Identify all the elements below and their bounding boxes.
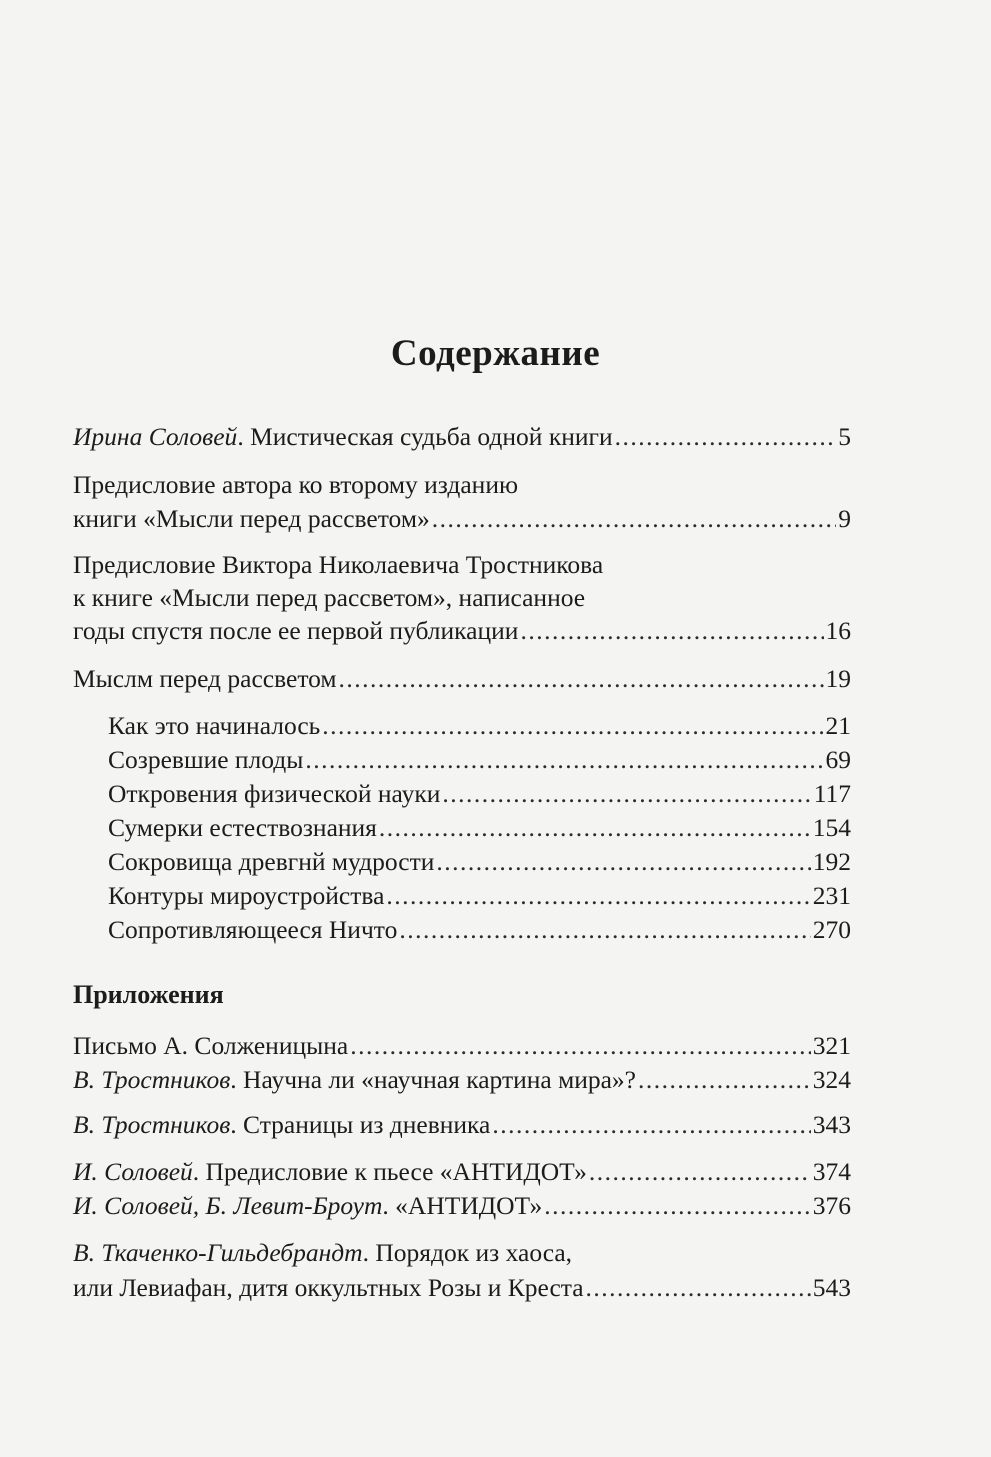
toc-entry-text xyxy=(73,420,613,454)
toc-chapter[interactable] xyxy=(108,913,851,947)
toc-entry-text xyxy=(73,1063,636,1097)
toc-page-number: 324 xyxy=(812,1065,851,1094)
dot-leader xyxy=(638,1063,811,1097)
toc-entry-author: В. Тростников xyxy=(73,1110,231,1139)
dot-leader xyxy=(432,502,837,536)
toc-chapter-title: Контуры мироустройства xyxy=(108,881,385,910)
dot-leader xyxy=(305,743,823,777)
toc-entry-author: В. Ткаченко-Гильдебрандт xyxy=(73,1238,363,1267)
dot-leader xyxy=(322,709,823,743)
dot-leader xyxy=(520,614,823,648)
toc-chapter-title: Сокровища древгнй мудрости xyxy=(108,847,435,876)
toc-page-number: 321 xyxy=(812,1031,851,1060)
toc-appendix-entry[interactable] xyxy=(73,1189,851,1223)
toc-entry-author: Ирина Соловей xyxy=(73,422,238,451)
toc-page-number: 376 xyxy=(812,1191,851,1220)
toc-chapter[interactable] xyxy=(108,845,851,879)
toc-page-number: 21 xyxy=(825,711,851,740)
dot-leader xyxy=(436,845,810,879)
toc-chapter-title: Как это начиналось xyxy=(108,711,321,740)
toc-page-number: 9 xyxy=(838,504,851,533)
toc-entry-line: Предисловие Виктора Николаевича Тростникова xyxy=(73,550,604,579)
dot-leader xyxy=(399,913,810,947)
toc-chapter-title: Сумерки естествознания xyxy=(108,813,377,842)
toc-entry-title: Мыслм перед рассветом xyxy=(73,664,337,693)
dot-leader xyxy=(586,1271,811,1305)
toc-entry-title: книги «Мысли перед рассветом» xyxy=(73,504,430,533)
toc-entry-text xyxy=(73,1155,587,1189)
toc-page-number: 543 xyxy=(812,1273,851,1302)
toc-entry-title: . Мистическая судьба одной книги xyxy=(237,422,613,451)
toc-appendix-entry[interactable] xyxy=(73,1029,851,1063)
toc-page-number: 192 xyxy=(812,847,851,876)
toc-entry-main-book[interactable] xyxy=(73,662,851,696)
toc-page-number: 16 xyxy=(825,616,851,645)
dot-leader xyxy=(544,1189,811,1223)
dot-leader xyxy=(339,662,824,696)
dot-leader xyxy=(350,1029,811,1063)
toc-page-number: 5 xyxy=(838,422,851,451)
toc-chapter-title: Созревшие плоды xyxy=(108,745,304,774)
toc-chapter[interactable] xyxy=(108,811,851,845)
toc-chapter-title: Откровения физической науки xyxy=(108,779,441,808)
toc-chapter[interactable] xyxy=(108,709,851,743)
toc-chapter[interactable] xyxy=(108,879,851,913)
toc-entry-foreword-solovey[interactable] xyxy=(73,420,851,454)
toc-page-number: 69 xyxy=(825,745,851,774)
toc-entry-title: . Страницы из дневника xyxy=(230,1110,491,1139)
toc-page-number: 231 xyxy=(812,881,851,910)
dot-leader xyxy=(386,879,810,913)
toc-entry-line xyxy=(73,1236,851,1270)
toc-entry-title: годы спустя после ее первой публикации xyxy=(73,616,519,645)
toc-appendix-entry[interactable] xyxy=(73,1108,851,1142)
toc-entry-author: В. Тростников xyxy=(73,1065,231,1094)
toc-appendix-entry[interactable] xyxy=(73,1063,851,1097)
toc-entry-title: . Предисловие к пьесе «АНТИДОТ» xyxy=(192,1157,587,1186)
toc-entry-title: или Левиафан, дитя оккультных Розы и Креста xyxy=(73,1273,584,1302)
toc-entry-line: к книге «Мысли перед рассветом», написанное xyxy=(73,583,586,612)
dot-leader xyxy=(492,1108,810,1142)
toc-entry-author-preface-second-edition[interactable] xyxy=(73,502,851,536)
page-title: Содержание xyxy=(390,333,601,374)
dot-leader xyxy=(615,420,837,454)
toc-entry-text xyxy=(73,1189,542,1223)
dot-leader xyxy=(589,1155,811,1189)
appendix-heading: Приложения xyxy=(73,980,224,1009)
toc-entry-title: . «АНТИДОТ» xyxy=(382,1191,543,1220)
toc-entry-text xyxy=(73,1108,490,1142)
toc-chapter[interactable] xyxy=(108,777,851,811)
toc-page-number: 117 xyxy=(813,779,851,808)
toc-entry-title: . Научна ли «научная картина мира»? xyxy=(230,1065,636,1094)
toc-page-number: 343 xyxy=(812,1110,851,1139)
toc-entry-trostnikov-preface[interactable] xyxy=(73,614,851,648)
toc-entry-title: . Порядок из хаоса, xyxy=(362,1238,573,1267)
toc-page-number: 154 xyxy=(812,813,851,842)
toc-appendix-entry[interactable] xyxy=(73,1271,851,1305)
toc-entry-author: И. Соловей xyxy=(73,1157,193,1186)
dot-leader xyxy=(442,777,811,811)
toc-page-number: 19 xyxy=(825,664,851,693)
toc-appendix-entry[interactable] xyxy=(73,1155,851,1189)
toc-entry-line: Предисловие автора ко второму изданию xyxy=(73,470,519,499)
toc-chapter-title: Сопротивляющееся Ничто xyxy=(108,915,398,944)
toc-page-number: 270 xyxy=(812,915,851,944)
dot-leader xyxy=(379,811,811,845)
toc-chapter[interactable] xyxy=(108,743,851,777)
toc-page-number: 374 xyxy=(812,1157,851,1186)
toc-entry-author: И. Соловей, Б. Левит-Броут xyxy=(73,1191,383,1220)
toc-entry-title: Письмо А. Солженицына xyxy=(73,1031,349,1060)
